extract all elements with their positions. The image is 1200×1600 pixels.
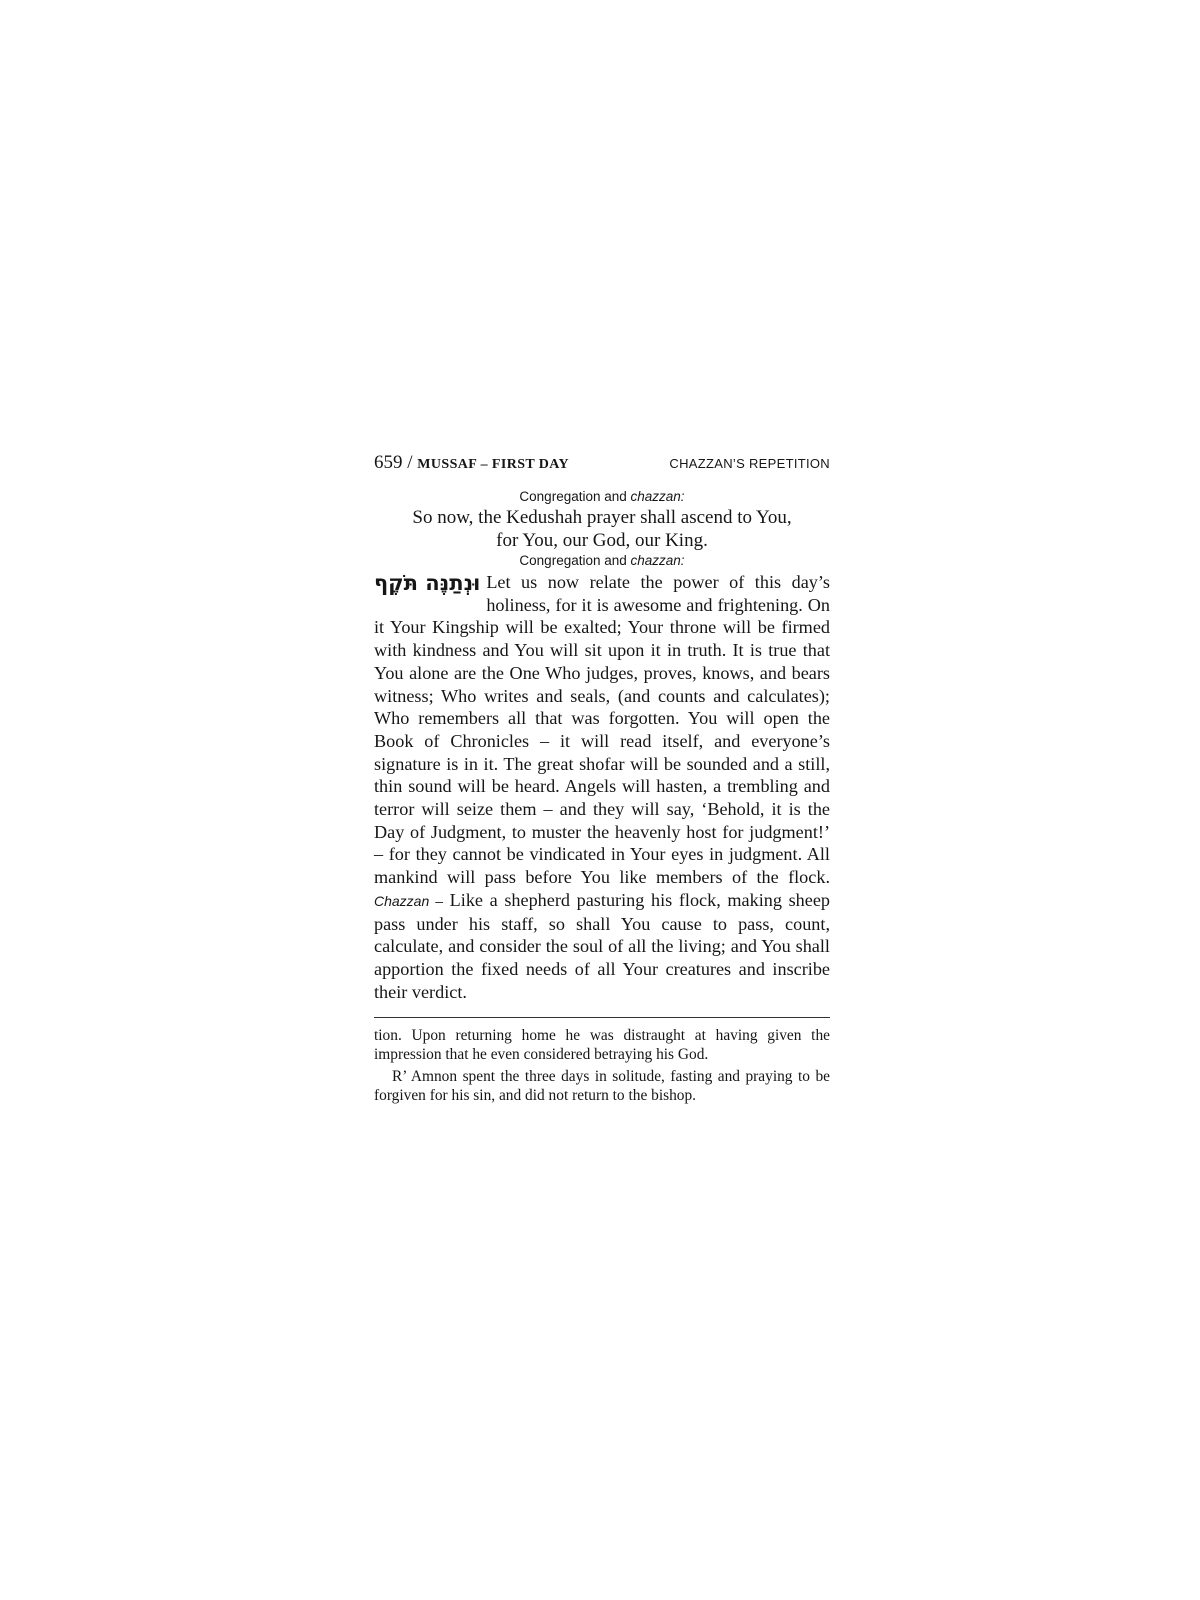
footnote-paragraph-1: tion. Upon returning home he was distraught at having given the impression that he even considered betraying his God. <box>374 1027 830 1064</box>
instruction-congregation-2 <box>374 552 830 570</box>
instruction-text: Congregation and <box>519 553 631 568</box>
page-number: 659 <box>374 452 403 473</box>
prayer-line-1: So now, the Kedushah prayer shall ascend to You, <box>412 507 792 528</box>
instruction-congregation-1 <box>374 488 830 506</box>
header-left <box>374 452 569 474</box>
hebrew-incipit: וּנְתַנֶּה תֹּקֶף <box>374 571 481 595</box>
text-block <box>374 452 830 1105</box>
instruction-italic: chazzan: <box>630 553 685 568</box>
footnote-divider <box>374 1017 830 1018</box>
running-title: CHAZZAN’S REPETITION <box>669 456 830 471</box>
header-separator: / <box>402 452 418 473</box>
instruction-text: Congregation and <box>519 489 631 504</box>
footnote-paragraph-2: R’ Amnon spent the three days in solitude, fasting and praying to be forgiven for his sin, and did not return to the bishop. <box>374 1068 830 1105</box>
instruction-italic: chazzan: <box>630 489 685 504</box>
paragraph-text: Let us now relate the power of this day’s holiness, for it is awesome and frightening. On it Your Kingship will be exalted; Your throne will be firmed with kindness and You will sit upon it in truth. It is true that You alone are the One Who judges, proves, knows, and bears witness; Who writes and seals, (and counts and calculates); Who remembers all that was forgotten. You will open the Book of Chronicles – it will read itself, and everyone’s signature is in it. The great shofar will be sounded and a still, thin sound will be heard. Angels will hasten, a trembling and terror will seize them – and they will say, ‘Behold, it is the Day of Judgment, to muster the heavenly host for judgment!’ – for they cannot be vindicated in Your eyes in judgment. All mankind will pass before You like members of the flock. <box>374 572 830 888</box>
section-title: MUSSAF – FIRST DAY <box>417 457 570 472</box>
running-header <box>374 452 830 478</box>
chazzan-cue: Chazzan – <box>374 892 444 909</box>
kedushah-prayer <box>374 506 830 552</box>
unesaneh-tokef-paragraph <box>374 571 830 1003</box>
paragraph-text-continued: Like a shepherd pasturing his flock, making sheep pass under his staff, so shall You cause to pass, count, calculate, and consider the soul of all the living; and You shall apportion the fixed needs of all Your creatures and inscribe their verdict. <box>374 889 830 1002</box>
prayer-line-2: for You, our God, our King. <box>496 530 708 551</box>
